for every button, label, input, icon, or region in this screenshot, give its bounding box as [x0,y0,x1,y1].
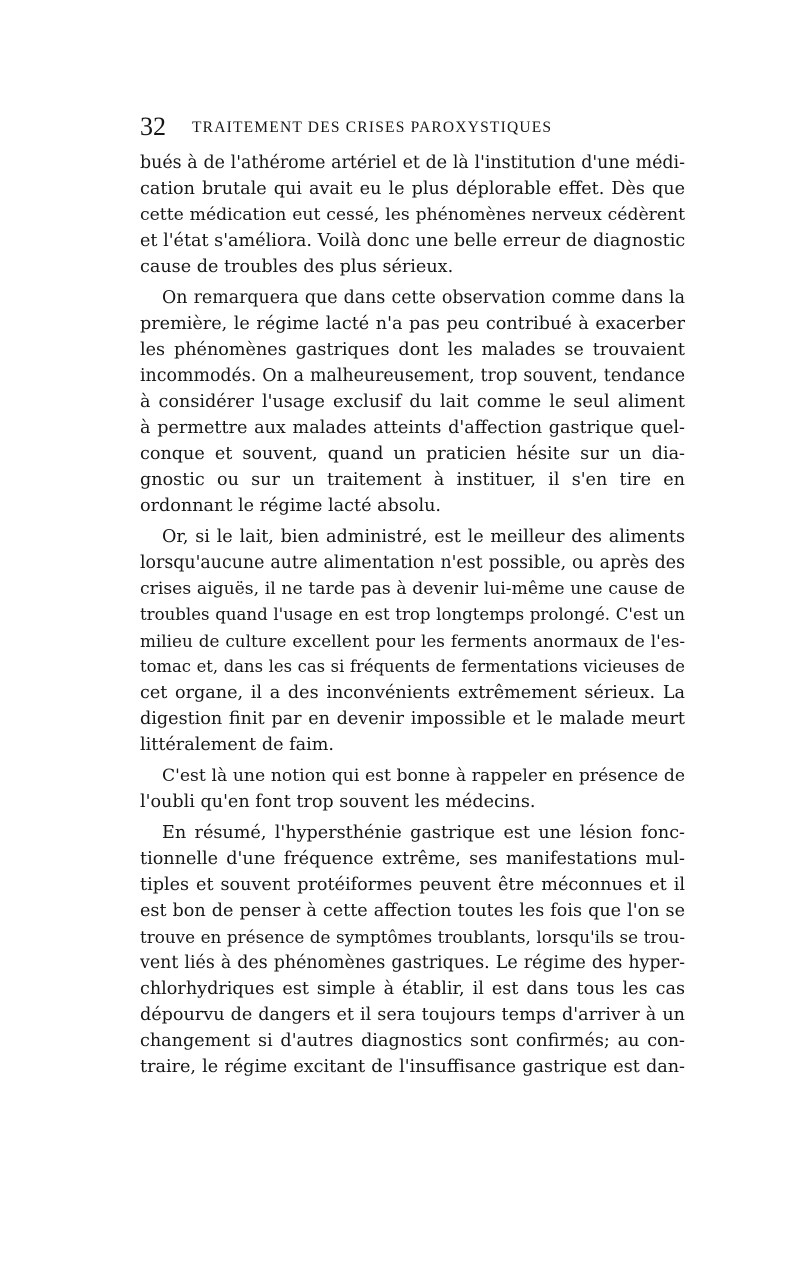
running-title: TRAITEMENT DES CRISES PAROXYSTIQUES [192,119,553,136]
text-line: est bon de penser à cette affection toutes les fois que l'on se [140,901,685,921]
text-line: et l'état s'améliora. Voilà donc une belle erreur de diagnostic [140,231,685,251]
text-line: littéralement de faim. [140,735,335,755]
text-line: les phénomènes gastriques dont les malades se trouvaient [140,340,685,360]
text-line: cause de troubles des plus sérieux. [140,257,454,277]
text-line: cette médication eut cessé, les phénomènes nerveux cédèrent [140,205,685,225]
text-line: incommodés. On a malheureusement, trop souvent, tendance [140,366,685,386]
paragraph [140,763,685,815]
paragraph [140,285,685,519]
text-line: chlorhydriques est simple à établir, il est dans tous les cas [140,979,685,999]
paragraph [140,524,685,758]
text-line: à considérer l'usage exclusif du lait comme le seul aliment [140,392,685,412]
text-line: gnostic ou sur un traitement à instituer, il s'en tire en [140,470,685,490]
paragraph [140,150,685,280]
text-line: En résumé, l'hypersthénie gastrique est une lésion fonc- [162,823,685,843]
text-line: lorsqu'aucune autre alimentation n'est possible, ou après des [140,553,685,573]
text-line: cation brutale qui avait eu le plus déplorable effet. Dès que [140,179,685,199]
text-line: dépourvu de dangers et il sera toujours temps d'arriver à un [140,1005,685,1025]
text-line: milieu de culture excellent pour les ferments anormaux de l'es- [140,631,685,651]
page-number: 32 [140,112,166,141]
text-line: changement si d'autres diagnostics sont confirmés; au con- [140,1031,685,1051]
text-line: vent liés à des phénomènes gastriques. Le régime des hyper- [140,953,685,973]
text-line: crises aiguës, il ne tarde pas à devenir lui-même une cause de [140,579,685,599]
text-line: tiples et souvent protéiformes peuvent être méconnues et il [140,875,685,895]
text-line: à permettre aux malades atteints d'affection gastrique quel- [140,418,685,438]
text-line: troubles quand l'usage en est trop longtemps prolongé. C'est un [140,605,685,624]
text-line: bués à de l'athérome artériel et de là l'institution d'une médi- [140,153,685,173]
text-line: première, le régime lacté n'a pas peu contribué à exacerber [140,314,685,334]
text-line: cet organe, il a des inconvénients extrêmement sérieux. La [140,683,685,703]
text-line: Or, si le lait, bien administré, est le meilleur des aliments [162,527,685,547]
page-header [140,112,685,142]
text-line: digestion finit par en devenir impossible et le malade meurt [140,709,685,729]
text-line: trouve en présence de symptômes troublants, lorsqu'ils se trou- [140,927,685,947]
paragraph [140,820,685,1080]
text-line: ordonnant le régime lacté absolu. [140,496,442,516]
text-line: traire, le régime excitant de l'insuffisance gastrique est dan- [140,1057,685,1077]
body-text [140,150,685,1080]
text-line: tionnelle d'une fréquence extrême, ses manifestations mul- [140,849,685,869]
text-line: conque et souvent, quand un praticien hésite sur un dia- [140,444,685,464]
text-line: tomac et, dans les cas si fréquents de fermentations vicieuses de [140,657,685,676]
text-line: C'est là une notion qui est bonne à rappeler en présence de [162,766,685,786]
text-line: On remarquera que dans cette observation comme dans la [162,288,685,308]
text-line: l'oubli qu'en font trop souvent les médecins. [140,792,536,812]
